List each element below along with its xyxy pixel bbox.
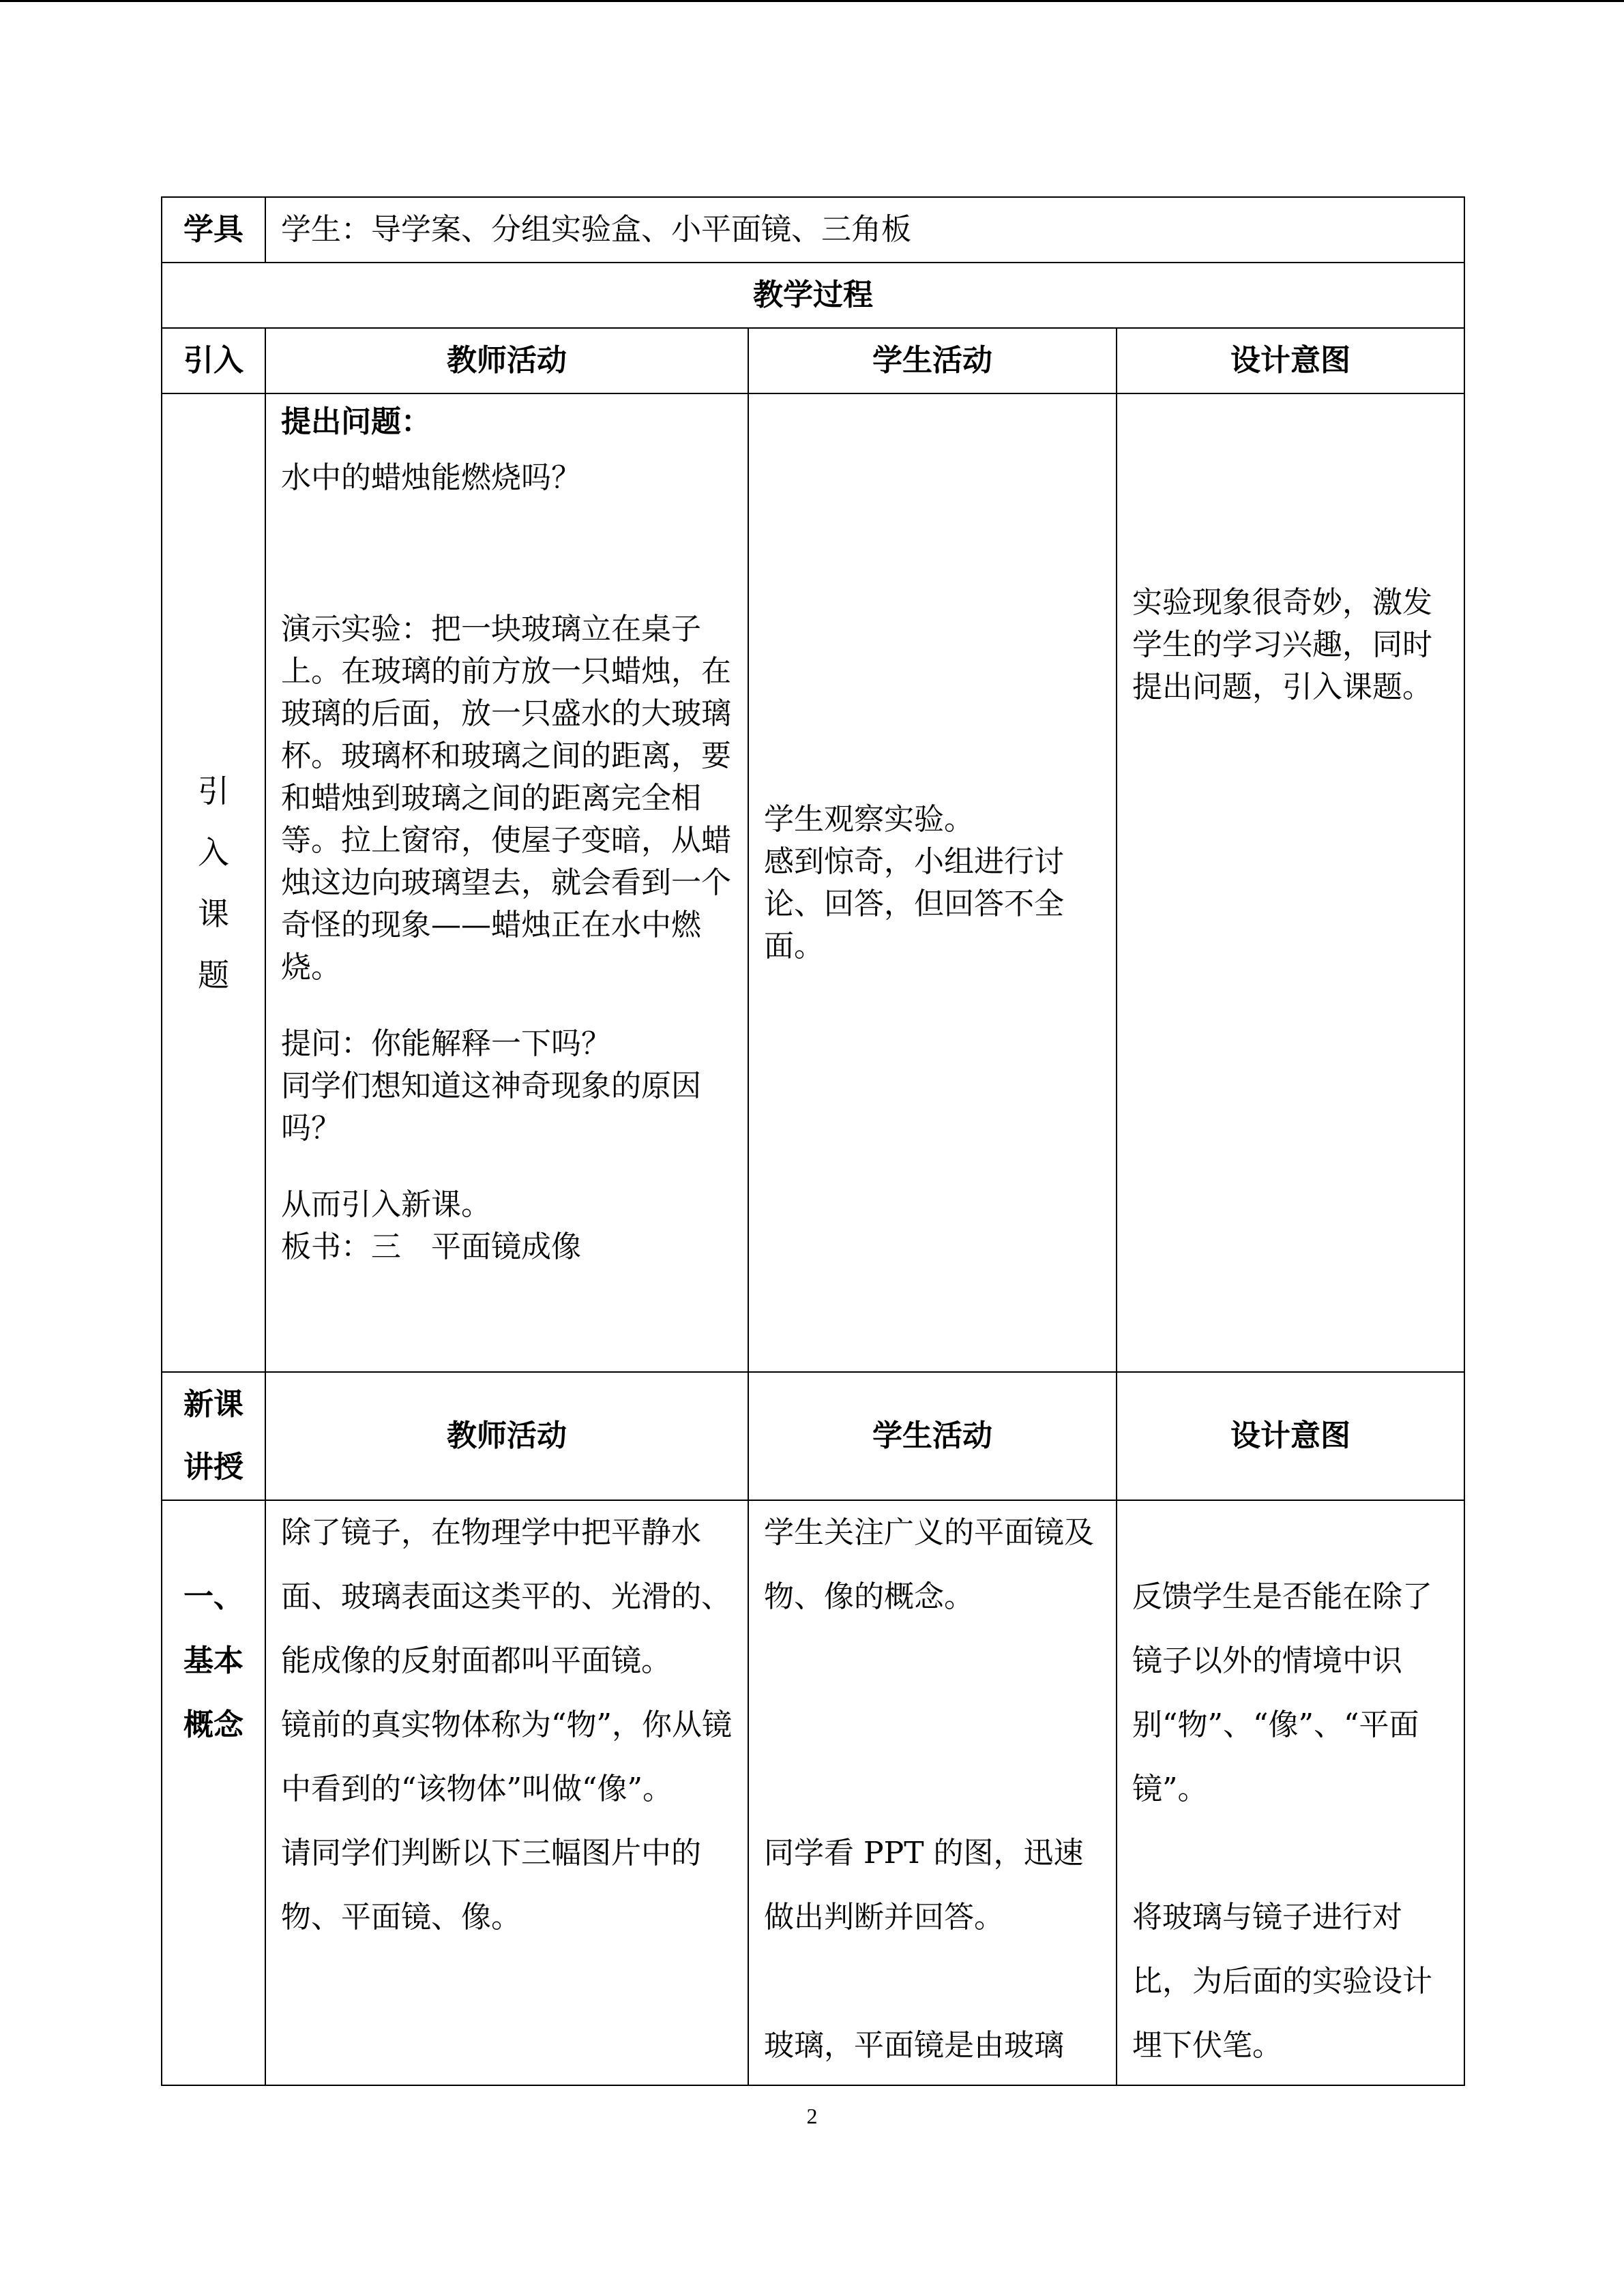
- basic-label-1: 一、: [183, 1579, 243, 1614]
- intro-student-1: 学生观察实验。: [764, 801, 974, 837]
- basic-label-3: 概念: [183, 1708, 243, 1742]
- intro-teacher-ask1: 提问：你能解释一下吗？: [281, 1026, 611, 1061]
- new-teacher-header: 教师活动: [265, 1372, 748, 1500]
- basic-student-2: 同学看 PPT 的图，迅速做出判断并回答。: [764, 1836, 1084, 1935]
- intro-teacher-question: 水中的蜡烛能燃烧吗？: [281, 460, 581, 495]
- basic-design-1: 反馈学生是否能在除了镜子以外的情境中识别“物”、“像”、“平面镜”。: [1132, 1579, 1432, 1806]
- basic-student-1: 学生关注广义的平面镜及物、像的概念。: [764, 1515, 1094, 1614]
- intro-design-text: 实验现象很奇妙，激发学生的学习兴趣，同时提出问题，引入课题。: [1132, 585, 1432, 704]
- new-student-header: 学生活动: [748, 1372, 1117, 1500]
- new-header-row: [162, 1372, 1464, 1500]
- intro-teacher-title: 提出问题：: [281, 404, 431, 439]
- intro-teacher-header: 教师活动: [265, 328, 748, 393]
- basic-design-2: 将玻璃与镜子进行对比，为后面的实验设计埋下伏笔。: [1132, 1900, 1432, 2063]
- intro-teacher-demo: 演示实验：把一块玻璃立在桌子上。在玻璃的前方放一只蜡烛，在玻璃的后面，放一只盛水的大玻璃杯。玻璃杯和玻璃之间的距离，要和蜡烛到玻璃之间的距离完全相等。拉上窗帘，使屋子变暗，从蜡烛这边向玻璃望去，就会看到一个奇怪的现象——蜡烛正在水中燃烧。: [281, 612, 731, 985]
- basic-label-2: 基本: [183, 1643, 243, 1678]
- process-title: 教学过程: [162, 263, 1464, 328]
- top-rule: [0, 0, 1624, 2]
- materials-content: 学生：导学案、分组实验盒、小平面镜、三角板: [265, 197, 1464, 263]
- intro-side-char: 课: [198, 895, 229, 932]
- page-number: 2: [806, 2104, 818, 2128]
- materials-row: [162, 197, 1464, 263]
- intro-teacher-ask2: 同学们想知道这神奇现象的原因吗？: [281, 1069, 701, 1146]
- new-section-line2: 讲授: [183, 1450, 243, 1485]
- intro-teacher-cell: [265, 393, 748, 1372]
- basic-teacher-3: 请同学们判断以下三幅图片中的物、平面镜、像。: [281, 1836, 701, 1935]
- intro-content-row: [162, 393, 1464, 1372]
- intro-side-char: 题: [198, 956, 229, 994]
- intro-student-2: 感到惊奇，小组进行讨论、回答，但回答不全面。: [764, 844, 1064, 964]
- basic-student-3: 玻璃，平面镜是由玻璃: [764, 2028, 1064, 2063]
- lesson-page: [161, 196, 1464, 2086]
- intro-header-row: [162, 328, 1464, 393]
- new-section-line1: 新课: [183, 1387, 243, 1422]
- lesson-table: [161, 196, 1465, 2086]
- intro-student-header: 学生活动: [748, 328, 1117, 393]
- intro-design-cell: [1117, 393, 1464, 1372]
- basic-teacher-1: 除了镜子，在物理学中把平静水面、玻璃表面这类平的、光滑的、能成像的反射面都叫平面镜。: [281, 1515, 731, 1678]
- intro-teacher-lead: 从而引入新课。: [281, 1187, 491, 1222]
- intro-side-label: [162, 393, 265, 1372]
- basic-label: [162, 1500, 265, 2085]
- basic-design-cell: [1117, 1500, 1464, 2085]
- new-design-header: 设计意图: [1117, 1372, 1464, 1500]
- intro-teacher-board: 板书：三 平面镜成像: [281, 1229, 581, 1264]
- process-title-row: [162, 263, 1464, 328]
- intro-student-cell: [748, 393, 1117, 1372]
- basic-teacher-2: 镜前的真实物体称为“物”，你从镜中看到的“该物体”叫做“像”。: [281, 1708, 732, 1806]
- new-section-header: [162, 1372, 265, 1500]
- intro-section-header: 引入: [162, 328, 265, 393]
- intro-design-header: 设计意图: [1117, 328, 1464, 393]
- intro-side-char: 入: [198, 833, 229, 871]
- materials-label: 学具: [162, 197, 265, 263]
- intro-side-char: 引: [198, 772, 229, 809]
- basic-row: [162, 1500, 1464, 2085]
- basic-student-cell: [748, 1500, 1117, 2085]
- basic-teacher-cell: [265, 1500, 748, 2085]
